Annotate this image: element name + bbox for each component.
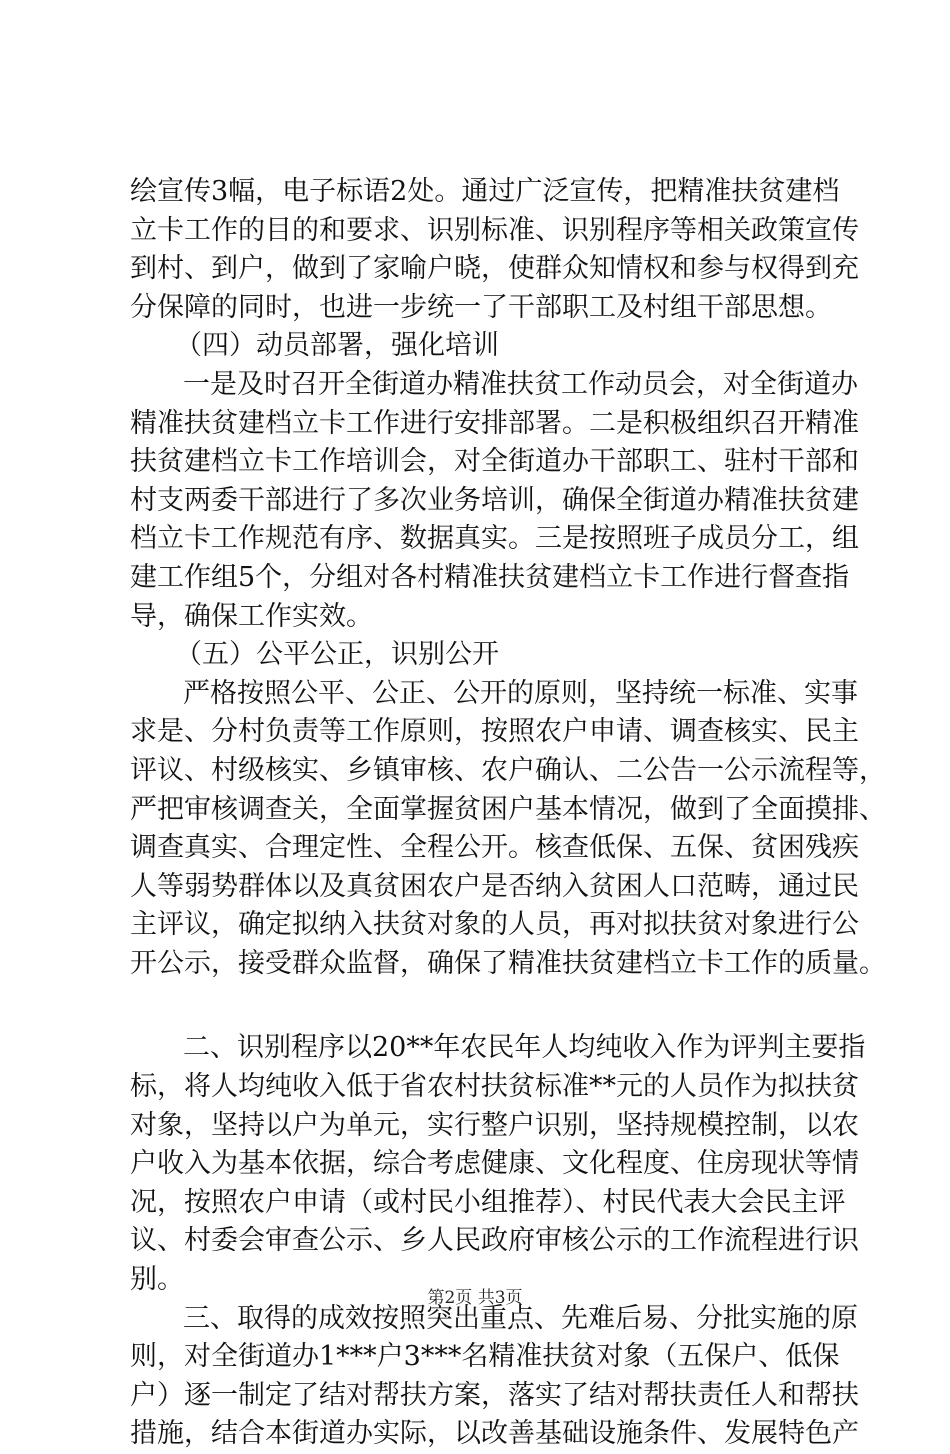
page-footer <box>0 1283 950 1308</box>
text-line: 求是、分村负责等工作原则，按照农户申请、调查核实、民主 <box>130 716 859 748</box>
text-line: 标，将人均纯收入低于省农村扶贫标准**元的人员作为拟扶贫 <box>130 1071 859 1103</box>
text-line: （五）公平公正，识别公开 <box>175 639 499 671</box>
text-line: 村支两委干部进行了多次业务培训，确保全街道办精准扶贫建 <box>130 484 859 516</box>
text-line: 严把审核调查关，全面掌握贫困户基本情况，做到了全面摸排、 <box>130 793 886 825</box>
paragraph-1 <box>130 173 859 327</box>
text-line: 分保障的同时，也进一步统一了干部职工及村组干部思想。 <box>130 291 832 323</box>
text-line: 议、村委会审查公示、乡人民政府审核公示的工作流程进行识 <box>130 1225 859 1257</box>
text-line: 措施，结合本街道办实际，以改善基础设施条件、发展特色产 <box>130 1418 859 1450</box>
paragraph-3 <box>130 675 886 984</box>
document-body <box>130 173 886 1454</box>
page-number-label: 第2页 共3页 <box>427 1288 523 1308</box>
section-heading-5 <box>175 636 823 675</box>
text-line: 精准扶贫建档立卡工作进行安排部署。二是积极组织召开精准 <box>130 407 859 439</box>
paragraph-5 <box>130 1300 859 1454</box>
text-line: 主评议，确定拟纳入扶贫对象的人员，再对拟扶贫对象进行公 <box>130 909 859 941</box>
text-line: 评议、村级核实、乡镇审核、农户确认、二公告一公示流程等， <box>130 754 886 786</box>
paragraph-gap <box>183 983 823 1029</box>
text-line: 建工作组5个，分组对各村精准扶贫建档立卡工作进行督查指 <box>130 561 850 593</box>
text-line: 开公示，接受群众监督，确保了精准扶贫建档立卡工作的质量。 <box>130 947 886 979</box>
text-line: 别。 <box>130 1264 184 1296</box>
text-line: 户收入为基本依据，综合考虑健康、文化程度、住房现状等情 <box>130 1148 859 1180</box>
text-line: 立卡工作的目的和要求、识别标准、识别程序等相关政策宣传 <box>130 214 859 246</box>
text-line: 档立卡工作规范有序、数据真实。三是按照班子成员分工，组 <box>130 523 859 555</box>
text-line: 绘宣传3幅，电子标语2处。通过广泛宣传，把精准扶贫建档 <box>130 176 840 207</box>
text-line: 调查真实、合理定性、全程公开。核查低保、五保、贫困残疾 <box>130 832 859 864</box>
text-line: 一是及时召开全街道办精准扶贫工作动员会，对全街道办 <box>183 368 858 400</box>
text-line: 严格按照公平、公正、公开的原则，坚持统一标准、实事 <box>183 677 858 709</box>
text-line: 二、识别程序以20**年农民年人均纯收入作为评判主要指 <box>183 1032 866 1064</box>
text-line: 则，对全街道办1***户3***名精准扶贫对象（五保户、低保 <box>130 1341 840 1373</box>
text-line: （四）动员部署，强化培训 <box>175 330 499 362</box>
text-line: 况，按照农户申请（或村民小组推荐）、村民代表大会民主评 <box>130 1186 846 1218</box>
text-line: 三、取得的成效按照突出重点、先难后易、分批实施的原 <box>183 1302 858 1334</box>
text-line: 扶贫建档立卡工作培训会，对全街道办干部职工、驻村干部和 <box>130 446 859 478</box>
text-line: 户）逐一制定了结对帮扶方案，落实了结对帮扶责任人和帮扶 <box>130 1379 859 1411</box>
section-heading-4 <box>175 327 823 366</box>
text-line: 人等弱势群体以及真贫困农户是否纳入贫困人口范畴，通过民 <box>130 870 859 902</box>
paragraph-4 <box>130 1029 866 1299</box>
text-line: 导，确保工作实效。 <box>130 600 373 632</box>
text-line: 到村、到户，做到了家喻户晓，使群众知情权和参与权得到充 <box>130 253 859 285</box>
text-line: 对象，坚持以户为单元，实行整户识别，坚持规模控制，以农 <box>130 1109 859 1141</box>
paragraph-2 <box>130 366 859 636</box>
